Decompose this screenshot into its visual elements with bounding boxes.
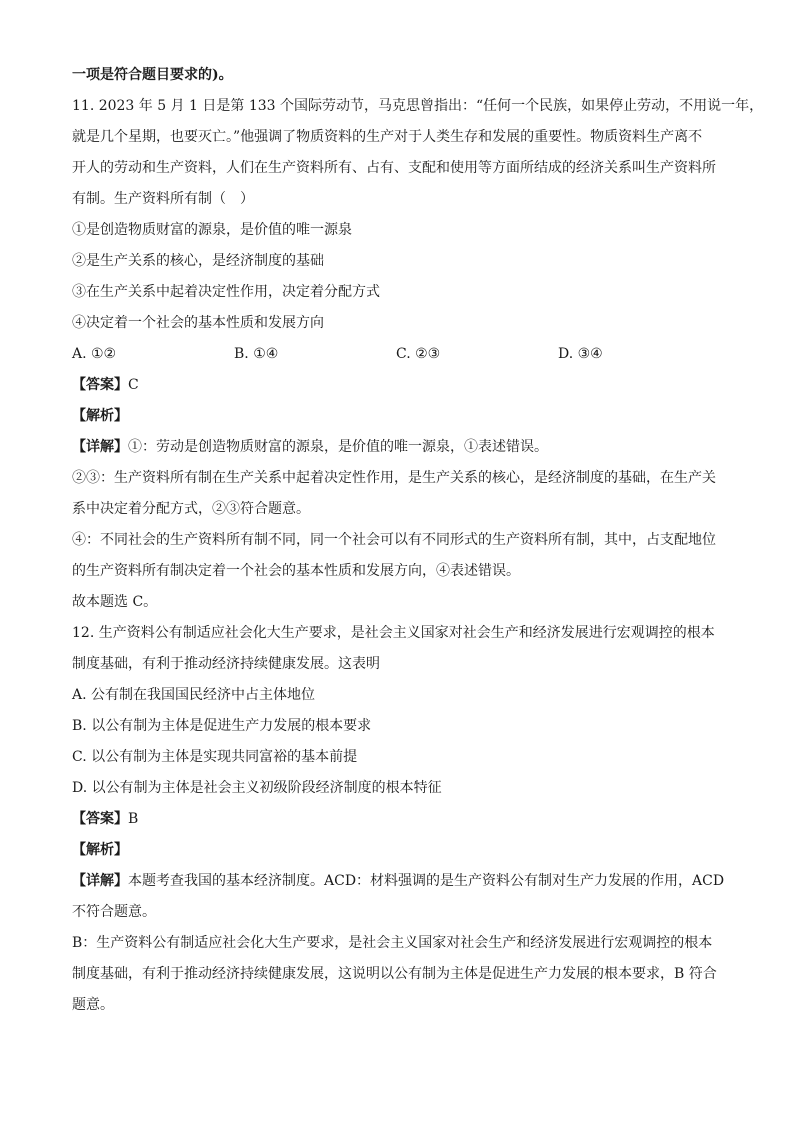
q11-option-d: D. ③④ [558,346,603,362]
q12-detail-line: B：生产资料公有制适应社会化大生产要求，是社会主义国家对社会生产和经济发展进行宏观调控的根本 [72,935,713,951]
detail-tag: 【详解】 [72,439,128,455]
q11-stem-line: 就是几个星期，也要灭亡。”他强调了物质资料的生产对于人类生存和发展的重要性。物质资料生产离不 [72,129,703,145]
q12-analysis-tag: 【解析】 [72,842,128,858]
q11-option-b: B. ①④ [234,346,279,362]
question-12 [72,618,724,1021]
q12-detail-line: 题意。 [72,997,114,1013]
q11-detail-line: 的生产资料所有制决定着一个社会的基本性质和发展方向，④表述错误。 [72,563,520,579]
q11-statement-4: ④决定着一个社会的基本性质和发展方向 [72,315,324,331]
q12-stem-line: 制度基础，有利于推动经济持续健康发展。这表明 [72,656,380,672]
detail-text: 本题考查我国的基本经济制度。ACD：材料强调的是生产资料公有制对生产力发展的作用，ACD [128,873,725,889]
q11-answer [72,370,724,401]
q11-conclusion: 故本题选 C。 [72,594,158,610]
q12-option-a: A. 公有制在我国国民经济中占主体地位 [72,687,316,703]
q11-stem-line: 11. 2023 年 5 月 1 日是第 133 个国际劳动节，马克思曾指出：“任何一个民族，如果停止劳动，不用说一年， [72,98,764,114]
section-instruction: 一项是符合题目要求的)。 [72,67,233,83]
q11-statement-1: ①是创造物质财富的源泉，是价值的唯一源泉 [72,222,352,238]
answer-value: C [128,377,139,393]
q11-detail-line: ④：不同社会的生产资料所有制不同，同一个社会可以有不同形式的生产资料所有制，其中，占支配地位 [72,532,716,548]
q12-stem-line: 12. 生产资料公有制适应社会化大生产要求，是社会主义国家对社会生产和经济发展进行宏观调控的根本 [72,625,715,641]
q12-option-c: C. 以公有制为主体是实现共同富裕的基本前提 [72,749,358,765]
document-page [72,60,764,1021]
q11-statement-3: ③在生产关系中起着决定性作用，决定着分配方式 [72,284,380,300]
q12-answer [72,804,724,835]
q12-detail-line [72,866,724,897]
q12-option-b: B. 以公有制为主体是促进生产力发展的根本要求 [72,718,372,734]
q12-detail-line: 不符合题意。 [72,904,156,920]
q11-stem-line: 有制。生产资料所有制（ ） [72,191,254,207]
q11-detail-line [72,432,724,463]
q11-options [72,339,724,370]
answer-tag: 【答案】 [72,377,128,393]
q11-detail-line: ②③：生产资料所有制在生产关系中起着决定性作用，是生产关系的核心，是经济制度的基础，在生产关 [72,470,716,486]
q11-analysis-tag: 【解析】 [72,408,128,424]
q11-statement-2: ②是生产关系的核心，是经济制度的基础 [72,253,324,269]
q11-stem-line: 开人的劳动和生产资料，人们在生产资料所有、占有、支配和使用等方面所结成的经济关系叫生产资料所 [72,160,716,176]
question-11 [72,91,764,618]
answer-value: B [128,811,139,827]
q11-option-a: A. ①② [72,346,117,362]
detail-tag: 【详解】 [72,873,128,889]
answer-tag: 【答案】 [72,811,128,827]
q11-detail-line: 系中决定着分配方式，②③符合题意。 [72,501,310,517]
q12-detail-line: 制度基础，有利于推动经济持续健康发展，这说明以公有制为主体是促进生产力发展的根本要求，B 符合 [72,966,717,982]
q11-option-c: C. ②③ [396,346,441,362]
detail-text: ①：劳动是创造物质财富的源泉，是价值的唯一源泉，①表述错误。 [128,439,548,455]
q12-option-d: D. 以公有制为主体是社会主义初级阶段经济制度的根本特征 [72,780,442,796]
